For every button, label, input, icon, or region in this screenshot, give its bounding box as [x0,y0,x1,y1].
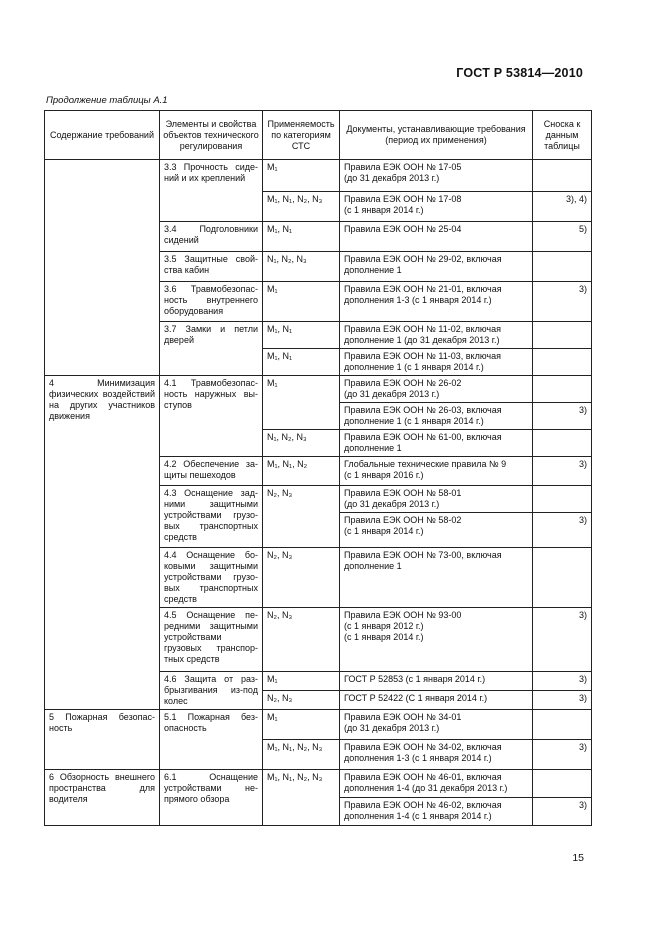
element-cell: 3.7 Замки и петли дверей [160,322,263,376]
applicability-cell: N₁, N₂, N₃ [263,430,340,457]
footnote-cell: 3), 4) [533,192,592,222]
footnote-cell [533,160,592,192]
footnote-cell: 3) [533,672,592,691]
applicability-cell: M₁ [263,282,340,322]
element-cell: 4.6 Защита от разбрызгивания из-под колес [160,672,263,710]
footnote-cell: 3) [533,403,592,430]
footnote-cell: 3) [533,282,592,322]
applicability-cell: M₁, N₁, N₂ [263,457,340,486]
requirement-cell: 5 Пожарная безопасность [45,710,160,770]
document-cell: Правила ЕЭК ООН № 93-00 (с 1 января 2012 г.) (с 1 января 2014 г.) [340,608,533,672]
page-number: 15 [572,852,584,864]
applicability-cell: M₁ [263,376,340,430]
table-row [45,376,592,403]
footnote-cell [533,376,592,403]
footnote-cell: 5) [533,222,592,252]
requirements-table [44,110,592,826]
element-cell: 4.1 Травмобезопасность наружных выступов [160,376,263,457]
element-cell: 4.3 Оснащение задними защитными устройствами грузовых транспортных средств [160,486,263,548]
footnote-cell [533,548,592,608]
document-cell: Правила ЕЭК ООН № 17-08 (с 1 января 2014 г.) [340,192,533,222]
document-cell: Правила ЕЭК ООН № 26-03, включая дополнение 1 (с 1 января 2014 г.) [340,403,533,430]
document-cell: Глобальные технические правила № 9 (с 1 января 2016 г.) [340,457,533,486]
footnote-cell: 3) [533,608,592,672]
element-cell: 3.3 Прочность сидений и их креплений [160,160,263,222]
requirement-cell: 4 Минимизация физических воздействий на других участников движения [45,376,160,710]
footnote-cell: 3) [533,691,592,710]
table-row [45,770,592,798]
applicability-cell: N₂, N₃ [263,691,340,710]
document-cell: Правила ЕЭК ООН № 34-01 (до 31 декабря 2013 г.) [340,710,533,740]
table-header-row [45,111,592,160]
header-applicability: Применяемость по категориям СТС [263,111,340,160]
document-cell: ГОСТ Р 52853 (с 1 января 2014 г.) [340,672,533,691]
applicability-cell: M₁, N₁ [263,349,340,376]
applicability-cell: N₁, N₂, N₃ [263,252,340,282]
document-cell: Правила ЕЭК ООН № 58-02 (с 1 января 2014 г.) [340,513,533,548]
footnote-cell [533,349,592,376]
header-footnote: Сноска к данным таблицы [533,111,592,160]
document-cell: Правила ЕЭК ООН № 61-00, включая дополнение 1 [340,430,533,457]
applicability-cell: M₁ [263,160,340,192]
applicability-cell: M₁, N₁ [263,222,340,252]
footnote-cell [533,710,592,740]
document-cell: Правила ЕЭК ООН № 25-04 [340,222,533,252]
document-cell: Правила ЕЭК ООН № 29-02, включая дополнение 1 [340,252,533,282]
element-cell: 4.5 Оснащение передними защитными устройствами грузовых транспортных средств [160,608,263,672]
document-cell: Правила ЕЭК ООН № 58-01 (до 31 декабря 2013 г.) [340,486,533,513]
element-cell: 4.4 Оснащение боковыми защитными устройствами грузовых транспортных средств [160,548,263,608]
applicability-cell: M₁, N₁, N₂, N₃ [263,770,340,826]
footnote-cell: 3) [533,457,592,486]
element-cell: 3.5 Защитные свойства кабин [160,252,263,282]
document-cell: ГОСТ Р 52422 (С 1 января 2014 г.) [340,691,533,710]
footnote-cell: 3) [533,740,592,770]
table-continuation-caption: Продолжение таблицы А.1 [46,95,168,106]
applicability-cell: M₁ [263,672,340,691]
applicability-cell: M₁, N₁, N₂, N₃ [263,740,340,770]
element-cell: 4.2 Обеспечение защиты пешеходов [160,457,263,486]
footnote-cell [533,486,592,513]
applicability-cell: M₁, N₁, N₂, N₃ [263,192,340,222]
header-requirements: Содержание требований [45,111,160,160]
element-cell: 6.1 Оснащение устройствами непрямого обзора [160,770,263,826]
document-cell: Правила ЕЭК ООН № 46-02, включая дополнения 1-4 (с 1 января 2014 г.) [340,798,533,826]
document-cell: Правила ЕЭК ООН № 17-05 (до 31 декабря 2013 г.) [340,160,533,192]
element-cell: 3.4 Подголовники сидений [160,222,263,252]
footnote-cell: 3) [533,513,592,548]
document-cell: Правила ЕЭК ООН № 11-03, включая дополнение 1 (с 1 января 2014 г.) [340,349,533,376]
element-cell: 5.1 Пожарная безопасность [160,710,263,770]
table-row [45,710,592,740]
applicability-cell: M₁, N₁ [263,322,340,349]
footnote-cell: 3) [533,798,592,826]
footnote-cell [533,770,592,798]
document-cell: Правила ЕЭК ООН № 21-01, включая дополнения 1-3 (с 1 января 2014 г.) [340,282,533,322]
element-cell: 3.6 Травмобезопасность внутреннего оборудования [160,282,263,322]
document-cell: Правила ЕЭК ООН № 34-02, включая дополнения 1-3 (с 1 января 2014 г.) [340,740,533,770]
footnote-cell [533,252,592,282]
footnote-cell [533,322,592,349]
applicability-cell: N₂, N₃ [263,548,340,608]
requirement-cell: 6 Обзорность внешнего пространства для водителя [45,770,160,826]
header-documents: Документы, устанавливающие требования (период их применения) [340,111,533,160]
standard-number: ГОСТ Р 53814—2010 [456,66,583,80]
requirement-cell [45,160,160,376]
document-cell: Правила ЕЭК ООН № 11-02, включая дополнение 1 (до 31 декабря 2013 г.) [340,322,533,349]
document-cell: Правила ЕЭК ООН № 73-00, включая дополнение 1 [340,548,533,608]
applicability-cell: N₂, N₃ [263,608,340,672]
document-cell: Правила ЕЭК ООН № 46-01, включая дополнения 1-4 (до 31 декабря 2013 г.) [340,770,533,798]
header-elements: Элементы и свойства объектов технического регулирования [160,111,263,160]
footnote-cell [533,430,592,457]
applicability-cell: N₂, N₃ [263,486,340,548]
table-row [45,160,592,192]
applicability-cell: M₁ [263,710,340,740]
document-cell: Правила ЕЭК ООН № 26-02 (до 31 декабря 2013 г.) [340,376,533,403]
